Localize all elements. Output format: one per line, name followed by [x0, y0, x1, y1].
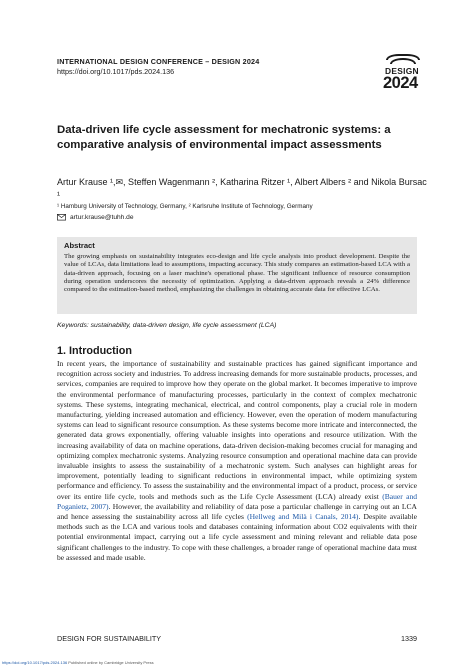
intro-text-part-1: In recent years, the importance of sustainability and sustainable practices has gained significant importance and recognition across society and industries. To address increasing demands for more sustainable products, processes, and services, companies are required to improve how they operate on the global market. It becomes imperative to improve the environmental performance of manufacturing processes, particularly in the context of complex mechatronic systems. These systems, integrating mechanical, electrical, and control components, play a crucial role in modern manufacturing, yielding increased automation and efficiency. However, even the operation of modern manufacturing systems can lead to significant resource consumption. As these systems become more intricate and interconnected, the generated data grows exponentially, offering valuable insights into operations and resource utilization. With the increasing availability of data on machine operations, data-driven decision-making becomes crucial for managing and optimizing complex mechatronic systems. Analyzing resource consumption and operational machine data can provide invaluable insights to assess the sustainability of a mechatronic system. Such analyses can highlight areas for improvement, potentially leading to significant reductions in environmental impact, while optimizing system performance and efficiency. To assess the sustainability and the environmental impact of a product, process, or service over its entire life cycle, tools and methods such as the Life Cycle Assessment (LCA) already exist	[57, 359, 417, 501]
abstract-text: The growing emphasis on sustainability integrates eco-design and life cycle analysis into product development. Despite the value of LCAs, data limitations lead to assumptions, impacting accuracy. This study compares an estimation-based LCA with a data-driven approach, focusing on a laser machine's operational phase. The significant influence of resource consumption during operation underscores the necessity of optimization. Applying a data-driven approach reveals a 24% difference compared to the estimation-based method, emphasizing the challenges in obtaining accurate data for effective LCAs.	[64, 253, 410, 293]
bottom-publisher-text: Published online by Cambridge University Press	[67, 660, 154, 665]
paper-title: Data-driven life cycle assessment for mechatronic systems: a comparative analysis of environmental impact assessments	[57, 124, 391, 151]
footer-track: DESIGN FOR SUSTAINABILITY	[57, 634, 162, 643]
introduction-body	[57, 359, 417, 563]
citation-hellweg[interactable]: (Hellweg and Milà i Canals, 2014)	[247, 512, 359, 522]
abstract-box	[57, 237, 417, 314]
keywords-text: sustainability, data-driven design, life cycle assessment (LCA)	[90, 322, 277, 329]
conference-name: INTERNATIONAL DESIGN CONFERENCE – DESIGN 2024	[57, 57, 260, 66]
intro-text-part-3: . Despite available methods such as the LCA and various tools and databases containing information about CO2 equivalents with their potential environmental impact, carrying out a life cycle assessment and mining relevant and reliable data pose significant challenges to the industry. To cope with these challenges, a broader range of operational machine data must be assessed and made usable.	[57, 512, 417, 562]
keywords-line	[57, 322, 276, 329]
envelope-icon	[57, 214, 66, 221]
logo-brand-text: DESIGN	[385, 66, 419, 76]
abstract-heading: Abstract	[64, 241, 95, 250]
contact-email[interactable]: artur.krause@tuhh.de	[70, 214, 134, 221]
logo-year-text: 2024	[383, 74, 418, 92]
design-conference-logo	[383, 54, 423, 91]
logo-arc-inner-icon	[390, 58, 416, 64]
affiliations: ¹ Hamburg University of Technology, Germany, ² Karlsruhe Institute of Technology, Germany	[57, 203, 313, 210]
publication-note	[2, 660, 154, 665]
contact-email-row	[57, 214, 134, 221]
bottom-doi-link[interactable]: https://doi.org/10.1017/pds.2024.136	[2, 660, 68, 665]
section-heading: 1. Introduction	[57, 345, 132, 357]
author-list: Artur Krause ¹,✉, Steffen Wagenmann ², Katharina Ritzer ¹, Albert Albers ² and Nikola Bursac ¹	[57, 177, 427, 200]
keywords-label: Keywords:	[57, 322, 89, 329]
citation-bauer[interactable]: (Bauer and Poganietz, 2007)	[57, 491, 417, 511]
intro-text-part-2: . However, the availability and reliability of data pose a particular challenge in carrying out an LCA and hence assessing the sustainability across all life cycles	[57, 501, 417, 522]
page-number: 1339	[401, 634, 417, 643]
doi-link[interactable]: https://doi.org/10.1017/pds.2024.136	[57, 67, 175, 76]
